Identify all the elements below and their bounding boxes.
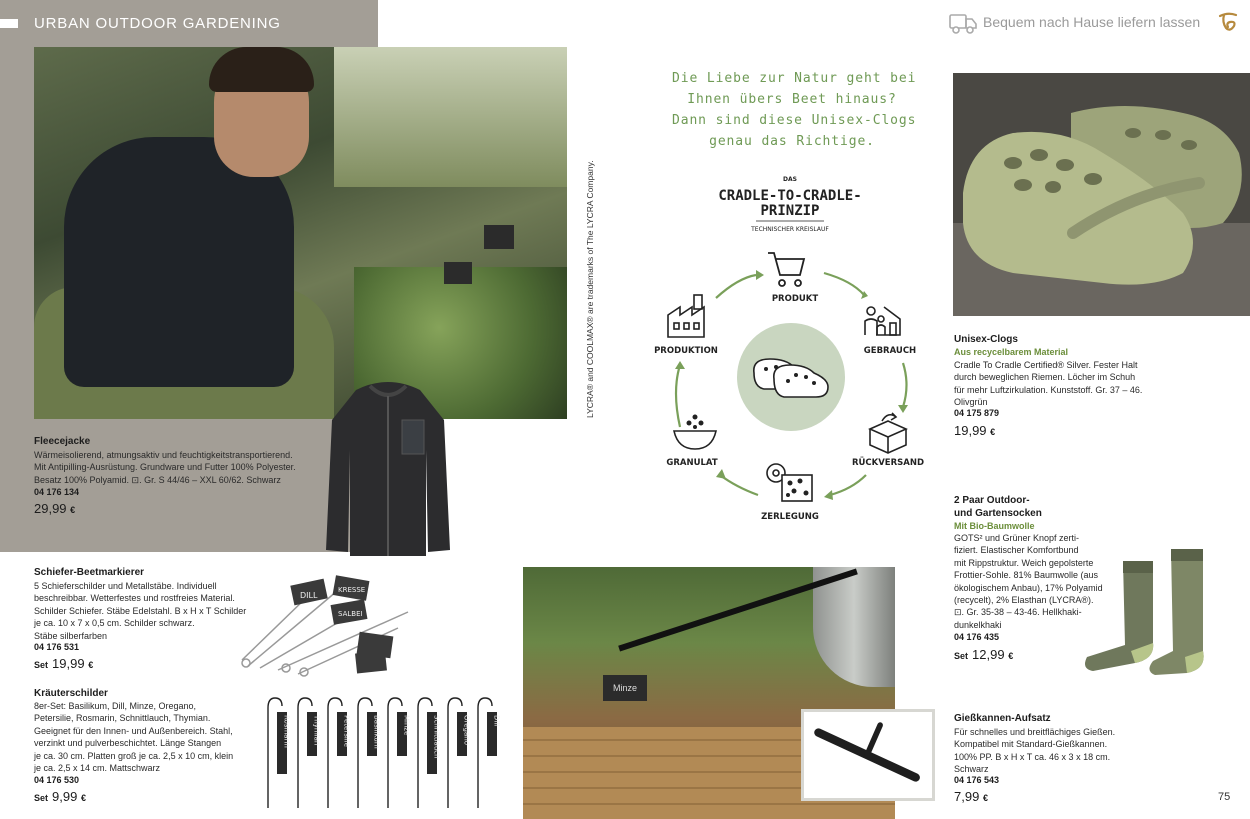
step-zerlegung: ZERLEGUNG bbox=[761, 512, 819, 522]
slate-article-number: 04 176 531 bbox=[34, 642, 80, 652]
trademark-note: LYCRA® and COOLMAX® are trademarks of The LYCRA Company. bbox=[585, 160, 595, 418]
clogs-description: Cradle To Cradle Certified® Silver. Fester Halt durch beweglichen Riemen. Löcher im Schuh für mehr Luftzirkulation. Kunststoff. Gr. 37 – 46. Olivgrün bbox=[954, 360, 1143, 408]
disassembly-gears-icon bbox=[767, 464, 812, 501]
delivery-truck-icon bbox=[949, 12, 977, 36]
step-rueckversand: RÜCKVERSAND bbox=[851, 458, 925, 468]
watering-price: 7,99 € bbox=[954, 789, 988, 804]
diagram-kicker: DAS bbox=[783, 176, 797, 183]
step-gebrauch: GEBRAUCH bbox=[863, 346, 917, 356]
clogs-name: Unisex-Clogs bbox=[954, 334, 1018, 345]
fleece-price: 29,99 € bbox=[34, 501, 76, 516]
socks-price: Set 12,99 € bbox=[954, 647, 1014, 662]
factory-icon bbox=[668, 295, 704, 337]
herb-sign bbox=[448, 698, 471, 808]
fleece-jacket-image bbox=[326, 380, 450, 558]
shopping-cart-icon bbox=[768, 253, 804, 286]
herb-sign bbox=[298, 698, 321, 808]
herbs-price: Set 9,99 € bbox=[34, 789, 86, 804]
herb-sign-label: Thymian bbox=[312, 715, 321, 746]
diagram-title-2: PRINZIP bbox=[760, 203, 820, 219]
gardener-photo bbox=[34, 47, 567, 419]
svg-text:KRESSE: KRESSE bbox=[338, 586, 366, 594]
step-granulat: GRANULAT bbox=[666, 458, 718, 468]
delivery-text: Bequem nach Hause liefern lassen bbox=[983, 14, 1201, 30]
herb-sign-label: Rosmarin bbox=[282, 715, 291, 748]
herb-signs-image bbox=[254, 690, 500, 810]
herbs-name: Kräuterschilder bbox=[34, 688, 108, 699]
watering-attachment-image bbox=[801, 709, 935, 801]
granulate-bowl-icon bbox=[674, 415, 716, 450]
herb-sign-label: Petersilie bbox=[342, 715, 351, 747]
section-title: URBAN OUTDOOR GARDENING bbox=[34, 15, 281, 32]
socks-subtitle: Mit Bio-Baumwolle bbox=[954, 521, 1035, 531]
socks-name-line1: 2 Paar Outdoor- bbox=[954, 495, 1030, 506]
herb-sign bbox=[418, 698, 441, 808]
svg-text:SALBEI: SALBEI bbox=[338, 610, 363, 618]
tchibo-logo-icon bbox=[1216, 10, 1240, 34]
raised-bed-photo: Minze bbox=[523, 567, 895, 819]
clogs-subtitle: Aus recycelbarem Material bbox=[954, 347, 1069, 357]
diagram-subtitle: TECHNISCHER KREISLAUF bbox=[751, 226, 829, 233]
socks-description: GOTS² und Grüner Knopf zerti- fiziert. Elastischer Komfortbund mit Rippstruktur. Weich gepolsterte Frottier-Sohle. 81% Baumwolle (aus ökologischem Anbau), 17% Polyamid (recycelt), 2% Elasthan (LYCRA®). ⊡. Gr. 35-38 – 43-46. Hellkhaki- dunkelkhaki bbox=[954, 533, 1103, 630]
clogs-photo bbox=[953, 73, 1250, 316]
herbs-description: 8er-Set: Basilikum, Dill, Minze, Oregano, Petersilie, Rosmarin, Schnittlauch, Thymian. Geeignet für den Innen- und Außenbereich. Stahl, verzinkt und pulverbeschichtet. Länge Stangen je ca. 30 cm. Platten groß je ca. 2,5 x 10 cm, klein je ca. 2,5 x 14 cm. Mattschwarz bbox=[34, 701, 234, 774]
svg-text:DILL: DILL bbox=[300, 591, 318, 600]
socks-image bbox=[1075, 533, 1247, 681]
slate-markers-image bbox=[238, 568, 410, 680]
herb-sign bbox=[478, 698, 500, 808]
slate-description: 5 Schieferschilder und Metallstäbe. Individuell beschreibbar. Wetterfestes und rostfreies Material. Schilder Schiefer. Stäbe Edelstahl. B x H x T Schilder je ca. 10 x 7 x 0,5 cm. Schilder schwarz. Stäbe silberfarben bbox=[34, 581, 247, 641]
watering-name: Gießkannen-Aufsatz bbox=[954, 713, 1051, 724]
herb-sign-label: Dill bbox=[492, 715, 500, 727]
page-number: 75 bbox=[1218, 791, 1231, 803]
step-produkt: PRODUKT bbox=[771, 294, 819, 304]
herb-sign bbox=[328, 698, 351, 808]
cradle-to-cradle-diagram bbox=[640, 165, 940, 535]
fleece-name: Fleecejacke bbox=[34, 436, 91, 447]
fleece-description: Wärmeisolierend, atmungsaktiv und feuchtigkeitstransportierend. Mit Antipilling-Ausrüstung. Grundware und Futter 100% Polyester. Besatz 100% Polyamid. ⊡. Gr. S 44/46 – XXL 60/62. Schwarz bbox=[34, 450, 296, 485]
watering-article-number: 04 176 543 bbox=[954, 775, 1000, 785]
section-marker bbox=[0, 19, 18, 28]
herb-sign-label: Minze bbox=[402, 715, 411, 736]
socks-article-number: 04 176 435 bbox=[954, 632, 1000, 642]
herb-sign bbox=[358, 698, 381, 808]
return-box-icon bbox=[870, 413, 906, 453]
herb-sign bbox=[388, 698, 411, 808]
herbs-article-number: 04 176 530 bbox=[34, 775, 80, 785]
slate-name: Schiefer-Beetmarkierer bbox=[34, 567, 145, 578]
diagram-title-1: CRADLE-TO-CRADLE- bbox=[718, 188, 862, 204]
intro-text: Die Liebe zur Natur geht bei Ihnen übers Beet hinaus? Dann sind diese Unisex-Clogs genau das Richtige. bbox=[672, 71, 917, 149]
family-home-icon bbox=[865, 307, 900, 335]
clogs-price: 19,99 € bbox=[954, 423, 996, 438]
herb-sign-label: Schnittlauch bbox=[432, 715, 441, 759]
herb-sign bbox=[268, 698, 291, 808]
watering-description: Für schnelles und breitflächiges Gießen. Kompatibel mit Standard-Gießkannen. 100% PP. B x H x T ca. 46 x 3 x 18 cm. Schwarz bbox=[954, 727, 1116, 775]
socks-name-line2: und Gartensocken bbox=[954, 508, 1042, 519]
clogs-article-number: 04 175 879 bbox=[954, 408, 1000, 418]
herb-sign-label: Basilikum bbox=[372, 715, 381, 749]
slate-price: Set 19,99 € bbox=[34, 656, 94, 671]
step-produktion: PRODUKTION bbox=[654, 346, 718, 356]
fleece-article-number: 04 176 134 bbox=[34, 487, 80, 497]
herb-sign-label: Oregano bbox=[462, 715, 471, 745]
